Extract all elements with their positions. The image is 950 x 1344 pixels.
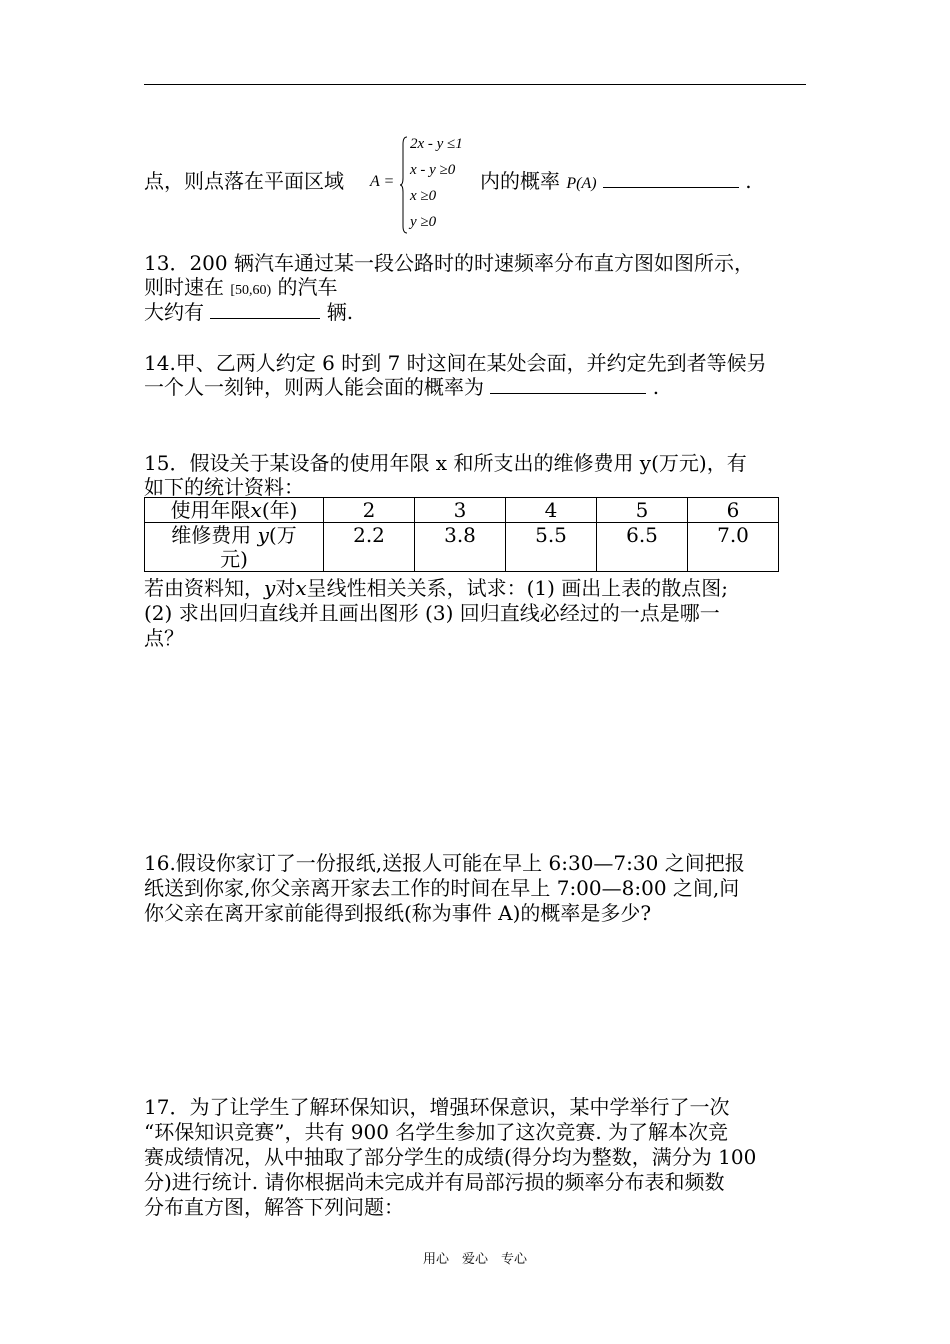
q12-line: [144, 168, 344, 194]
header-unit: (年): [261, 498, 298, 522]
table-cell: 5.5: [506, 523, 597, 572]
page-footer: 用心 爱心 专心: [422, 1252, 527, 1267]
speed-interval: [50,60): [230, 283, 272, 298]
table-cell: 5: [597, 498, 688, 523]
table-row: [145, 523, 779, 572]
q16-line-3: 你父亲在离开家前能得到报纸(称为事件 A)的概率是多少?: [144, 901, 652, 925]
answer-blank: [603, 169, 739, 188]
table-cell: 3.8: [415, 523, 506, 572]
q17-line-5: 分布直方图，解答下列问题：: [144, 1195, 404, 1219]
q17-line-2: “环保知识竞赛”，共有 900 名学生参加了这次竞赛. 为了解本次竞: [144, 1120, 729, 1144]
probability-symbol: P(A): [566, 175, 597, 192]
q13-text-c: 大约有: [144, 300, 204, 324]
inequality-3: x ≥0: [410, 188, 437, 204]
table-row: [145, 498, 779, 523]
header-unit-2: 元): [220, 547, 248, 571]
q13-line-1: 13．200 辆汽车通过某一段公路时的时速频率分布直方图如图所示，: [144, 251, 754, 275]
header-unit: (万: [268, 523, 297, 547]
q17-line-1: 17．为了让学生了解环保知识，增强环保意识，某中学举行了一次: [144, 1095, 730, 1119]
period: .: [652, 375, 660, 399]
answer-blank: [490, 375, 646, 394]
table-cell: 3: [415, 498, 506, 523]
answer-blank: [210, 300, 320, 319]
q15-line-2: 如下的统计资料：: [144, 475, 304, 499]
header-rule: [144, 84, 806, 85]
inequality-4: y ≥0: [410, 214, 437, 230]
q15-text-c: 呈线性相关关系，试求：(1) 画出上表的散点图;: [306, 576, 729, 600]
row-header-years: [145, 498, 324, 523]
variable-y: y: [257, 523, 269, 547]
table-cell: 2.2: [324, 523, 415, 572]
q12-tail: [480, 168, 752, 197]
table-cell: 2: [324, 498, 415, 523]
q16-line-2: 纸送到你家,你父亲离开家去工作的时间在早上 7:00—8:00 之间,问: [144, 876, 740, 900]
set-name: A =: [370, 173, 395, 190]
q15-text-b: 对: [275, 576, 296, 600]
q15-line-5: 点？: [144, 626, 184, 650]
q17-line-3: 赛成绩情况，从中抽取了部分学生的成绩(得分均为整数，满分为 100: [144, 1145, 757, 1169]
table-cell: 7.0: [688, 523, 779, 572]
q13-text-a: 则时速在: [144, 275, 224, 299]
q13-text-d: 辆.: [326, 300, 354, 324]
q15-line-1: 15．假设关于某设备的使用年限 x 和所支出的维修费用 y(万元)，有: [144, 451, 747, 475]
q13-line-3: [144, 299, 353, 325]
variable-y: y: [264, 576, 276, 600]
variable-x: x: [295, 576, 307, 600]
row-header-costs: [145, 523, 324, 572]
q14-line-2: [144, 374, 659, 400]
table-cell: 6: [688, 498, 779, 523]
period: .: [745, 169, 752, 193]
q12-post-text: 内的概率: [480, 169, 560, 193]
q12-text: 点，则点落在平面区域: [144, 169, 344, 193]
inequality-2: x - y ≥0: [410, 162, 456, 178]
q15-text-a: 若由资料知，: [144, 576, 264, 600]
q13-text-b: 的汽车: [277, 275, 338, 299]
maintenance-data-table: [144, 497, 779, 572]
q14-line-1: 14.甲、乙两人约定 6 时到 7 时这间在某处会面，并约定先到者等候另: [144, 351, 767, 375]
left-brace-icon: [400, 136, 408, 234]
q16-line-1: 16.假设你家订了一份报纸,送报人可能在早上 6:30—7:30 之间把报: [144, 851, 745, 875]
variable-x: x: [250, 498, 262, 522]
table-cell: 4: [506, 498, 597, 523]
table-cell: 6.5: [597, 523, 688, 572]
inequality-1: 2x - y ≤1: [410, 136, 463, 152]
q17-line-4: 分)进行统计. 请你根据尚未完成并有局部污损的频率分布表和频数: [144, 1170, 725, 1194]
q15-line-3: [144, 575, 728, 601]
header-text: 使用年限: [170, 498, 251, 522]
header-text: 维修费用: [171, 523, 252, 547]
q15-line-4: (2) 求出回归直线并且画出图形 (3) 回归直线必经过的一点是哪一: [144, 601, 720, 625]
q14-text: 一个人一刻钟，则两人能会面的概率为: [144, 375, 484, 399]
